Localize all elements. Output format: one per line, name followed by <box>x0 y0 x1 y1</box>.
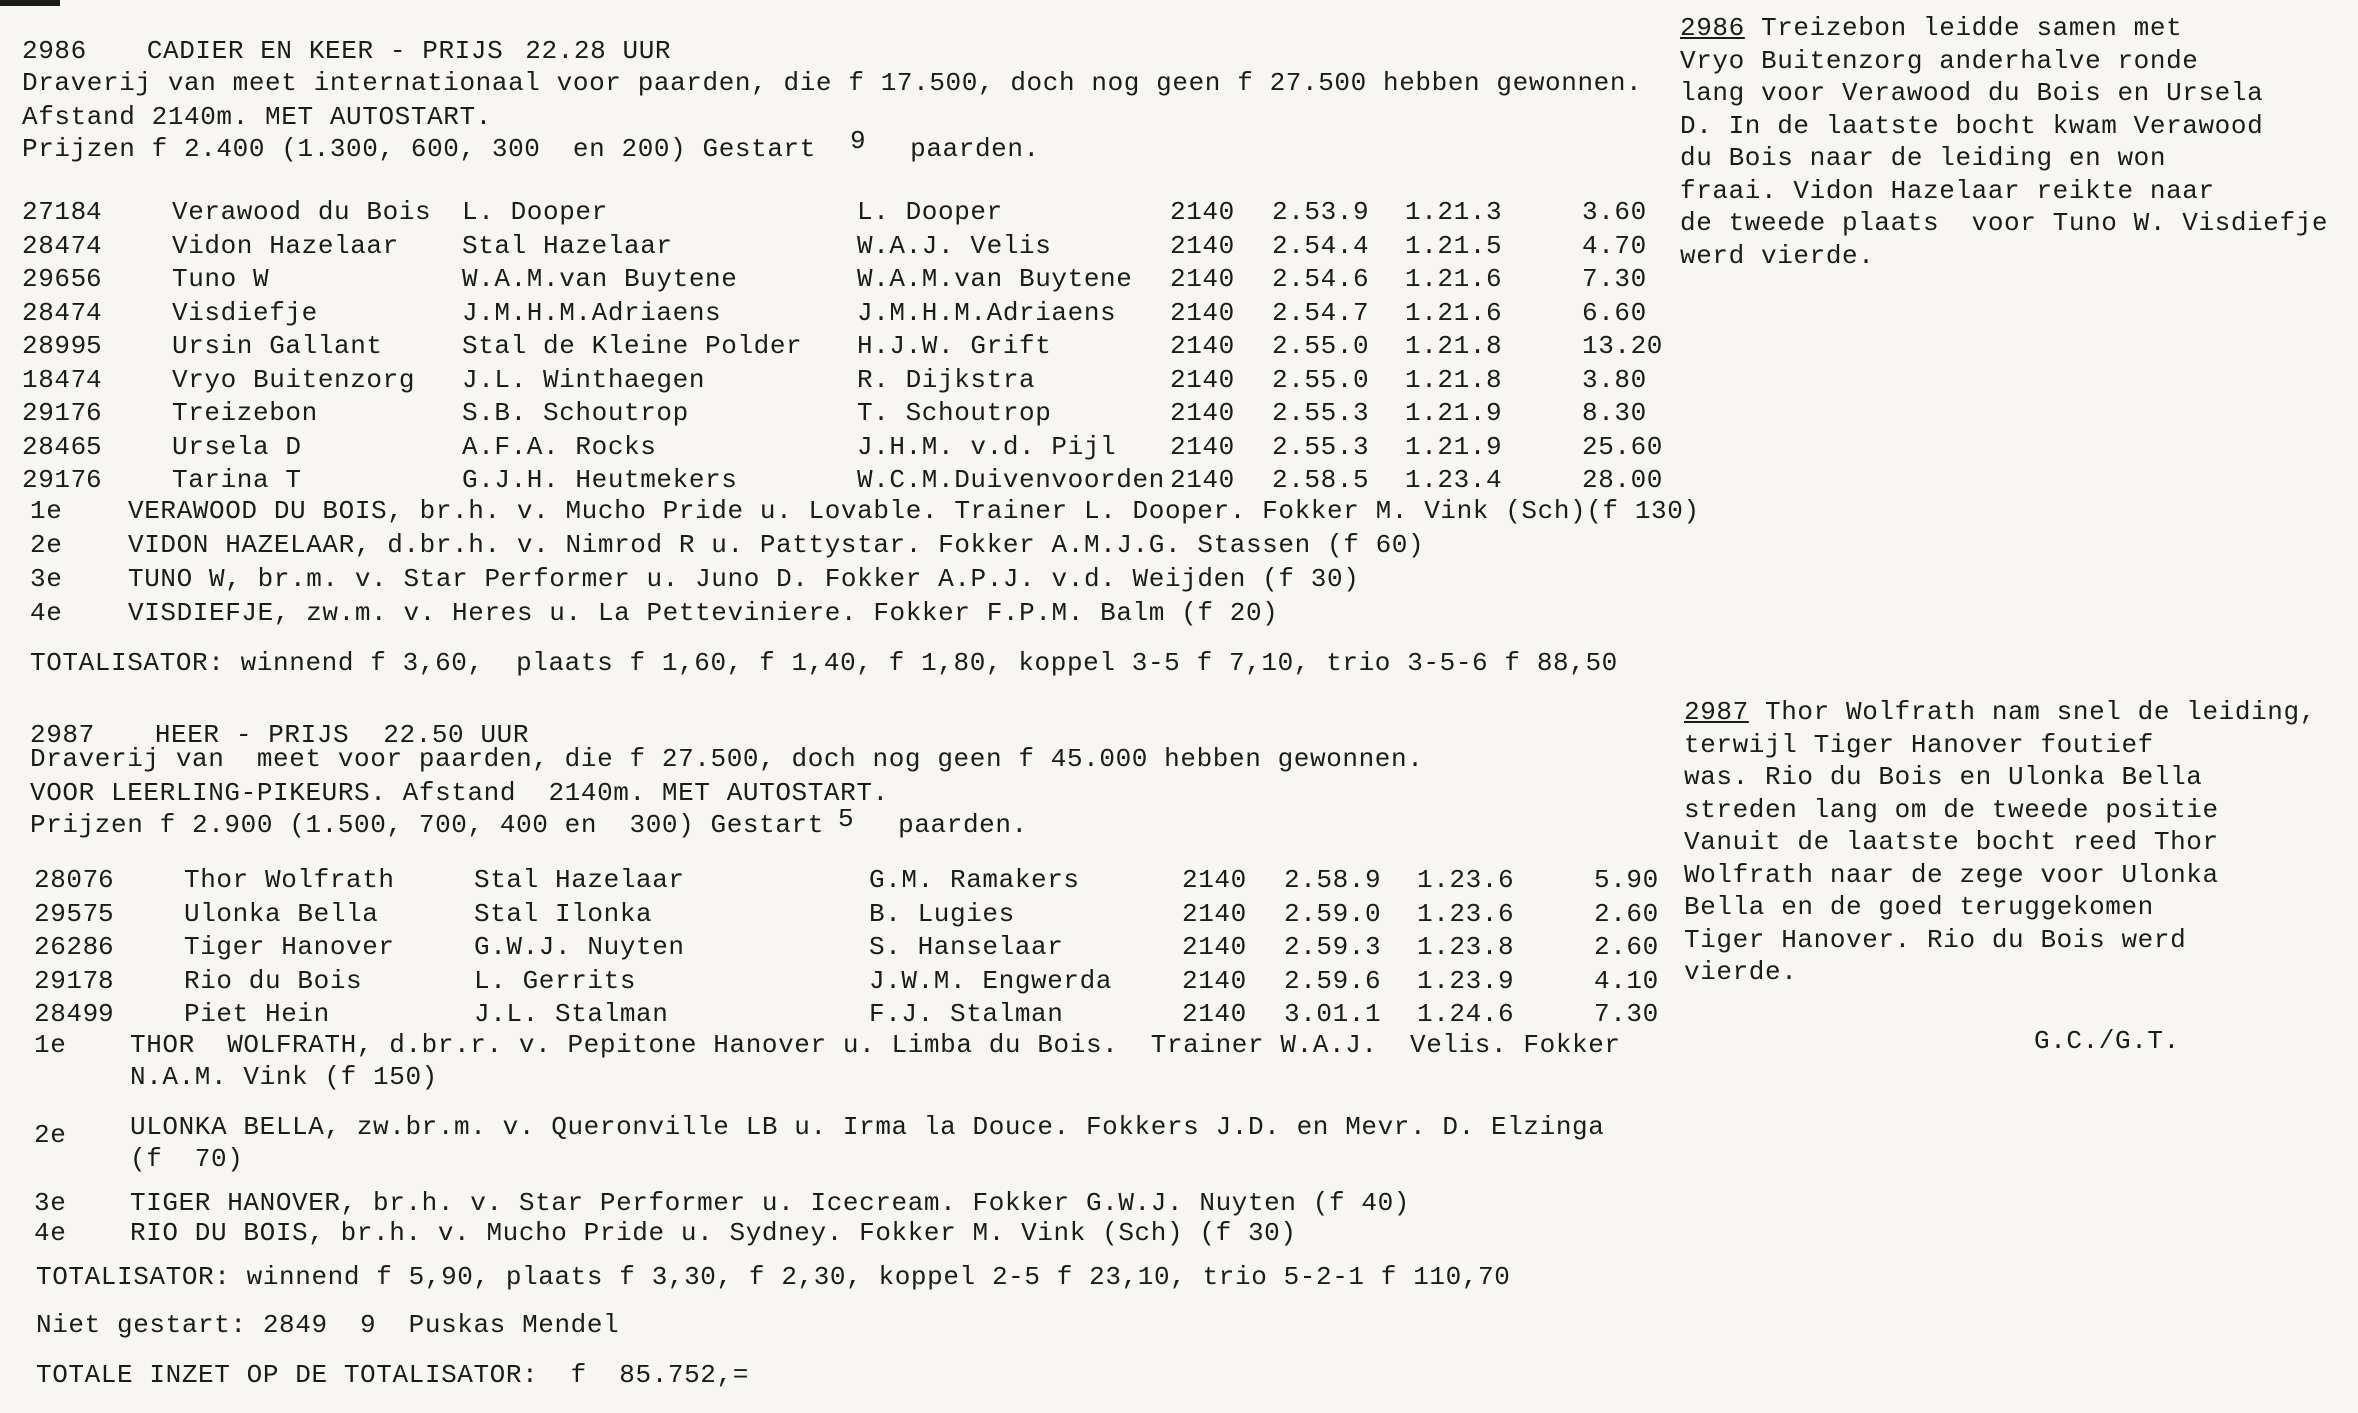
race-report <box>1680 12 2328 272</box>
report-text: D. In de laatste bocht kwam Verawood <box>1680 110 2264 141</box>
horse-name: Thor Wolfrath <box>184 865 395 895</box>
odds: 13.20 <box>1582 331 1664 361</box>
horse-age: 6 <box>98 932 115 962</box>
race-header <box>22 36 671 66</box>
table-row <box>34 931 1714 964</box>
race-time: 2.55.0 <box>1272 364 1370 395</box>
km-time: 1.21.6 <box>1405 297 1503 328</box>
race-conditions: Draverij van meet voor paarden, die f 27.500, doch nog geen f 45.000 hebben gewonnen. <box>30 744 1424 774</box>
horse-name: Vryo Buitenzorg <box>172 364 416 395</box>
horse-age: 4 <box>86 297 103 328</box>
odds: 4.10 <box>1594 965 1659 996</box>
driver-name: R. Dijkstra <box>857 364 1036 395</box>
owner-name: J.L. Stalman <box>474 999 669 1029</box>
horse-age: 5 <box>86 431 103 462</box>
prizes-text: Prijzen f 2.400 (1.300, 600, 300 en 200) Gestart <box>22 134 816 164</box>
distance: 2140 <box>1182 898 1247 929</box>
horse-age: 9 <box>98 999 115 1029</box>
started-suffix: paarden. <box>910 134 1040 164</box>
placing-text: VERAWOOD DU BOIS, br.h. v. Mucho Pride u. Lovable. Trainer L. Dooper. Fokker M. Vink (Sch)(f 130) <box>128 496 1700 526</box>
owner-name: Stal Ilonka <box>474 898 653 929</box>
table-row <box>22 364 1702 397</box>
horse-age: 6 <box>86 398 103 428</box>
owner-name: A.F.A. Rocks <box>462 431 657 462</box>
placing-position: 4e <box>30 598 63 628</box>
table-row <box>34 998 1714 1031</box>
owner-name: J.M.H.M.Adriaens <box>462 297 722 328</box>
distance: 2140 <box>1170 398 1235 428</box>
owner-name: Stal de Kleine Polder <box>462 331 803 361</box>
km-time: 1.23.9 <box>1417 965 1515 996</box>
race-time: 3.01.1 <box>1284 999 1382 1029</box>
distance: 2140 <box>1170 331 1235 361</box>
driver-name: J.W.M. Engwerda <box>869 965 1113 996</box>
owner-name: G.J.H. Heutmekers <box>462 465 738 495</box>
report-line <box>1680 207 2328 240</box>
report-line <box>1684 859 2316 892</box>
race-number: 2986 <box>22 36 87 66</box>
race-time: 2.55.3 <box>1272 431 1370 462</box>
owner-name: L. Dooper <box>462 197 608 227</box>
report-line <box>1684 696 2316 729</box>
horse-name: Treizebon <box>172 398 318 428</box>
placing-position: 2e <box>30 530 63 560</box>
distance: 2140 <box>1170 197 1235 227</box>
race-time: 22.50 UUR <box>383 720 530 750</box>
placing-position: 3e <box>30 564 63 594</box>
horse-name: Ursin Gallant <box>172 331 383 361</box>
horse-age: 5 <box>86 331 103 361</box>
horse-age: 4 <box>86 197 103 227</box>
entry-number: 1847 <box>22 364 87 395</box>
entry-number: 2917 <box>22 398 87 428</box>
race-time: 2.54.4 <box>1272 230 1370 261</box>
horse-name: Tarina T <box>172 465 302 495</box>
driver-name: G.M. Ramakers <box>869 865 1080 895</box>
driver-name: J.M.H.M.Adriaens <box>857 297 1117 328</box>
driver-name: H.J.W. Grift <box>857 331 1052 361</box>
odds: 6.60 <box>1582 297 1647 328</box>
horse-name: Ulonka Bella <box>184 898 379 929</box>
placing-position: 4e <box>34 1218 67 1248</box>
odds: 3.80 <box>1582 364 1647 395</box>
report-line <box>1684 826 2316 859</box>
distance: 2140 <box>1170 465 1235 495</box>
placing-text: (f 70) <box>130 1144 244 1174</box>
placing-entry <box>30 530 1425 560</box>
km-time: 1.21.3 <box>1405 197 1503 227</box>
distance: 2140 <box>1182 932 1247 962</box>
report-text: was. Rio du Bois en Ulonka Bella <box>1684 762 2203 792</box>
table-row <box>22 263 1702 296</box>
placing-position: 3e <box>34 1188 67 1218</box>
not-started-line: Niet gestart: 2849 9 Puskas Mendel <box>36 1310 620 1340</box>
report-text: Vanuit de laatste bocht reed Thor <box>1684 827 2219 857</box>
report-line <box>1684 729 2316 762</box>
horse-name: Visdiefje <box>172 297 318 328</box>
entry-number: 2847 <box>22 297 87 328</box>
race-time: 2.54.6 <box>1272 264 1370 294</box>
placing-text: VISDIEFJE, zw.m. v. Heres u. La Petteviniere. Fokker F.P.M. Balm (f 20) <box>128 598 1279 628</box>
odds: 7.30 <box>1582 264 1647 294</box>
placing-entry <box>30 598 1279 628</box>
owner-name: Stal Hazelaar <box>462 230 673 261</box>
race-title: HEER - PRIJS <box>154 720 350 750</box>
horse-name: Ursela D <box>172 431 302 462</box>
race-time: 2.55.3 <box>1272 398 1370 428</box>
km-time: 1.21.9 <box>1405 431 1503 462</box>
race-time: 2.59.0 <box>1284 898 1382 929</box>
horse-age: 4 <box>86 364 103 395</box>
distance: 2140 <box>1170 230 1235 261</box>
horse-age: 6 <box>86 465 103 495</box>
signature: G.C./G.T. <box>2034 1026 2180 1056</box>
table-row <box>34 898 1714 931</box>
horse-name: Verawood du Bois <box>172 197 432 227</box>
report-line <box>1680 45 2328 78</box>
placing-entry <box>30 564 1360 594</box>
report-text: fraai. Vidon Hazelaar reikte naar <box>1680 175 2215 206</box>
table-row <box>22 196 1702 229</box>
km-time: 1.21.5 <box>1405 230 1503 261</box>
odds: 2.60 <box>1594 898 1659 929</box>
driver-name: F.J. Stalman <box>869 999 1064 1029</box>
odds: 8.30 <box>1582 398 1647 428</box>
entry-number: 2965 <box>22 264 87 294</box>
placing-text: TUNO W, br.m. v. Star Performer u. Juno D. Fokker A.P.J. v.d. Weijden (f 30) <box>128 564 1360 594</box>
horse-name: Rio du Bois <box>184 965 363 996</box>
report-race-number: 2987 <box>1684 697 1749 727</box>
race-time: 2.58.9 <box>1284 865 1382 895</box>
horse-age: 4 <box>86 230 103 261</box>
km-time: 1.23.4 <box>1405 465 1503 495</box>
report-text: de tweede plaats voor Tuno W. Visdiefje <box>1680 208 2329 238</box>
table-row <box>22 230 1702 263</box>
horse-name: Tiger Hanover <box>184 932 395 962</box>
report-line <box>1680 77 2328 110</box>
race-time: 2.54.7 <box>1272 297 1370 328</box>
report-line <box>1680 240 2328 273</box>
km-time: 1.21.8 <box>1405 331 1503 361</box>
report-line <box>1684 956 2316 989</box>
horse-age: 8 <box>98 965 115 996</box>
owner-name: W.A.M.van Buytene <box>462 264 738 294</box>
owner-name: J.L. Winthaegen <box>462 364 706 395</box>
report-line <box>1680 110 2328 143</box>
horse-name: Tuno W <box>172 264 270 294</box>
driver-name: T. Schoutrop <box>857 398 1052 428</box>
owner-name: Stal Hazelaar <box>474 865 685 895</box>
placing-text: ULONKA BELLA, zw.br.m. v. Queronville LB u. Irma la Douce. Fokkers J.D. en Mevr. D. Elzinga <box>130 1112 1605 1142</box>
report-text: werd vierde. <box>1680 240 1875 271</box>
report-line <box>1684 891 2316 924</box>
distance: 2140 <box>1182 999 1247 1029</box>
placing-position: 2e <box>34 1120 67 1150</box>
distance: 2140 <box>1170 431 1235 462</box>
placing-entry <box>30 496 1700 526</box>
placing-text: THOR WOLFRATH, d.br.r. v. Pepitone Hanover u. Limba du Bois. Trainer W.A.J. Velis. Fokker <box>130 1030 1621 1060</box>
driver-name: B. Lugies <box>869 898 1015 929</box>
driver-name: S. Hanselaar <box>869 932 1064 962</box>
distance: 2140 <box>1182 965 1247 996</box>
race-report <box>1684 696 2316 989</box>
owner-name: S.B. Schoutrop <box>462 398 689 428</box>
driver-name: W.A.J. Velis <box>857 230 1052 261</box>
km-time: 1.23.6 <box>1417 865 1515 895</box>
entry-number: 2917 <box>22 465 87 495</box>
table-row <box>34 965 1714 998</box>
driver-name: J.H.M. v.d. Pijl <box>857 431 1117 462</box>
placing-position: 1e <box>34 1030 67 1060</box>
driver-name: W.C.M.Duivenvoorden <box>857 465 1165 495</box>
report-text: streden lang om de tweede positie <box>1684 794 2219 825</box>
race-time: 2.55.0 <box>1272 331 1370 361</box>
report-line <box>1684 761 2316 794</box>
distance: 2140 <box>1170 264 1235 294</box>
entry-number: 2628 <box>34 932 99 962</box>
km-time: 1.23.8 <box>1417 932 1515 962</box>
entry-number: 2847 <box>22 230 87 261</box>
table-row <box>22 330 1702 363</box>
horse-age: 5 <box>98 898 115 929</box>
entry-number: 2957 <box>34 898 99 929</box>
km-time: 1.21.8 <box>1405 364 1503 395</box>
race-time: 22.28 UUR <box>525 36 672 66</box>
owner-name: L. Gerrits <box>474 965 637 996</box>
entry-number: 2807 <box>34 865 99 895</box>
report-line <box>1680 12 2328 45</box>
placing-text: VIDON HAZELAAR, d.br.h. v. Nimrod R u. Pattystar. Fokker A.M.J.G. Stassen (f 60) <box>128 530 1425 560</box>
report-line <box>1684 924 2316 957</box>
race-conditions: Draverij van meet internationaal voor paarden, die f 17.500, doch nog geen f 27.500 hebben gewonnen. <box>22 68 1643 98</box>
odds: 28.00 <box>1582 465 1664 495</box>
horse-name: Vidon Hazelaar <box>172 230 399 261</box>
report-text: Tiger Hanover. Rio du Bois werd <box>1684 924 2187 955</box>
page-edge-mark <box>0 0 60 6</box>
horse-age: 6 <box>86 264 103 294</box>
odds: 7.30 <box>1594 999 1659 1029</box>
distance: 2140 <box>1170 297 1235 328</box>
table-row <box>22 464 1702 497</box>
report-text: terwijl Tiger Hanover foutief <box>1684 729 2154 760</box>
started-count: 5 <box>837 804 855 834</box>
report-race-number: 2986 <box>1680 13 1745 43</box>
race-title: CADIER EN KEER - PRIJS <box>146 36 504 66</box>
entry-number: 2846 <box>22 431 87 462</box>
entry-number: 2899 <box>22 331 87 361</box>
owner-name: G.W.J. Nuyten <box>474 932 685 962</box>
placing-text: N.A.M. Vink (f 150) <box>130 1062 438 1092</box>
report-text: Thor Wolfrath nam snel de leiding, <box>1748 697 2316 727</box>
distance: 2140 <box>1170 364 1235 395</box>
race-time: 2.59.6 <box>1284 965 1382 996</box>
race-time: 2.53.9 <box>1272 197 1370 227</box>
report-text: Vryo Buitenzorg anderhalve ronde <box>1680 45 2199 76</box>
total-bet-line: TOTALE INZET OP DE TOTALISATOR: f 85.752,= <box>36 1360 749 1390</box>
table-row <box>34 864 1714 897</box>
report-text: Bella en de goed teruggekomen <box>1684 892 2154 922</box>
prizes-text: Prijzen f 2.900 (1.500, 700, 400 en 300) Gestart <box>30 810 824 840</box>
started-suffix: paarden. <box>898 810 1028 840</box>
report-line <box>1680 142 2328 175</box>
placing-text: RIO DU BOIS, br.h. v. Mucho Pride u. Sydney. Fokker M. Vink (Sch) (f 30) <box>130 1218 1297 1248</box>
driver-name: L. Dooper <box>857 197 1003 227</box>
entry-number: 2917 <box>34 965 99 996</box>
report-text: du Bois naar de leiding en won <box>1680 143 2167 173</box>
km-time: 1.21.6 <box>1405 264 1503 294</box>
horse-age: 6 <box>98 865 115 895</box>
race-time: 2.58.5 <box>1272 465 1370 495</box>
entry-number: 2849 <box>34 999 99 1029</box>
odds: 3.60 <box>1582 197 1647 227</box>
km-time: 1.23.6 <box>1417 898 1515 929</box>
report-text: Treizebon leidde samen met <box>1744 13 2183 43</box>
km-time: 1.21.9 <box>1405 398 1503 428</box>
entry-number: 2718 <box>22 197 87 227</box>
race-time: 2.59.3 <box>1284 932 1382 962</box>
report-text: lang voor Verawood du Bois en Ursela <box>1680 78 2264 108</box>
race-prizes <box>22 126 1040 164</box>
odds: 5.90 <box>1594 865 1659 895</box>
table-row <box>22 397 1702 430</box>
report-line <box>1684 794 2316 827</box>
totalisator-line: TOTALISATOR: winnend f 5,90, plaats f 3,30, f 2,30, koppel 2-5 f 23,10, trio 5-2-1 f 110,70 <box>36 1262 1511 1292</box>
placing-position: 1e <box>30 496 63 526</box>
race-distance: VOOR LEERLING-PIKEURS. Afstand 2140m. MET AUTOSTART. <box>30 778 889 808</box>
table-row <box>22 297 1702 330</box>
totalisator-line: TOTALISATOR: winnend f 3,60, plaats f 1,60, f 1,40, f 1,80, koppel 3-5 f 7,10, trio 3-5-6 f 88,50 <box>30 648 1618 678</box>
distance: 2140 <box>1182 865 1247 895</box>
driver-name: W.A.M.van Buytene <box>857 264 1133 294</box>
km-time: 1.24.6 <box>1417 999 1515 1029</box>
odds: 4.70 <box>1582 230 1647 261</box>
odds: 25.60 <box>1582 431 1664 462</box>
placing-text: TIGER HANOVER, br.h. v. Star Performer u. Icecream. Fokker G.W.J. Nuyten (f 40) <box>130 1188 1410 1218</box>
report-text: Wolfrath naar de zege voor Ulonka <box>1684 859 2219 890</box>
table-row <box>22 431 1702 464</box>
race-distance: Afstand 2140m. MET AUTOSTART. <box>22 102 492 132</box>
odds: 2.60 <box>1594 932 1659 962</box>
horse-name: Piet Hein <box>184 999 330 1029</box>
report-text: vierde. <box>1684 957 1798 987</box>
report-line <box>1680 175 2328 208</box>
started-count: 9 <box>849 126 867 156</box>
race-prizes <box>30 804 1028 840</box>
race-number: 2987 <box>30 720 95 750</box>
